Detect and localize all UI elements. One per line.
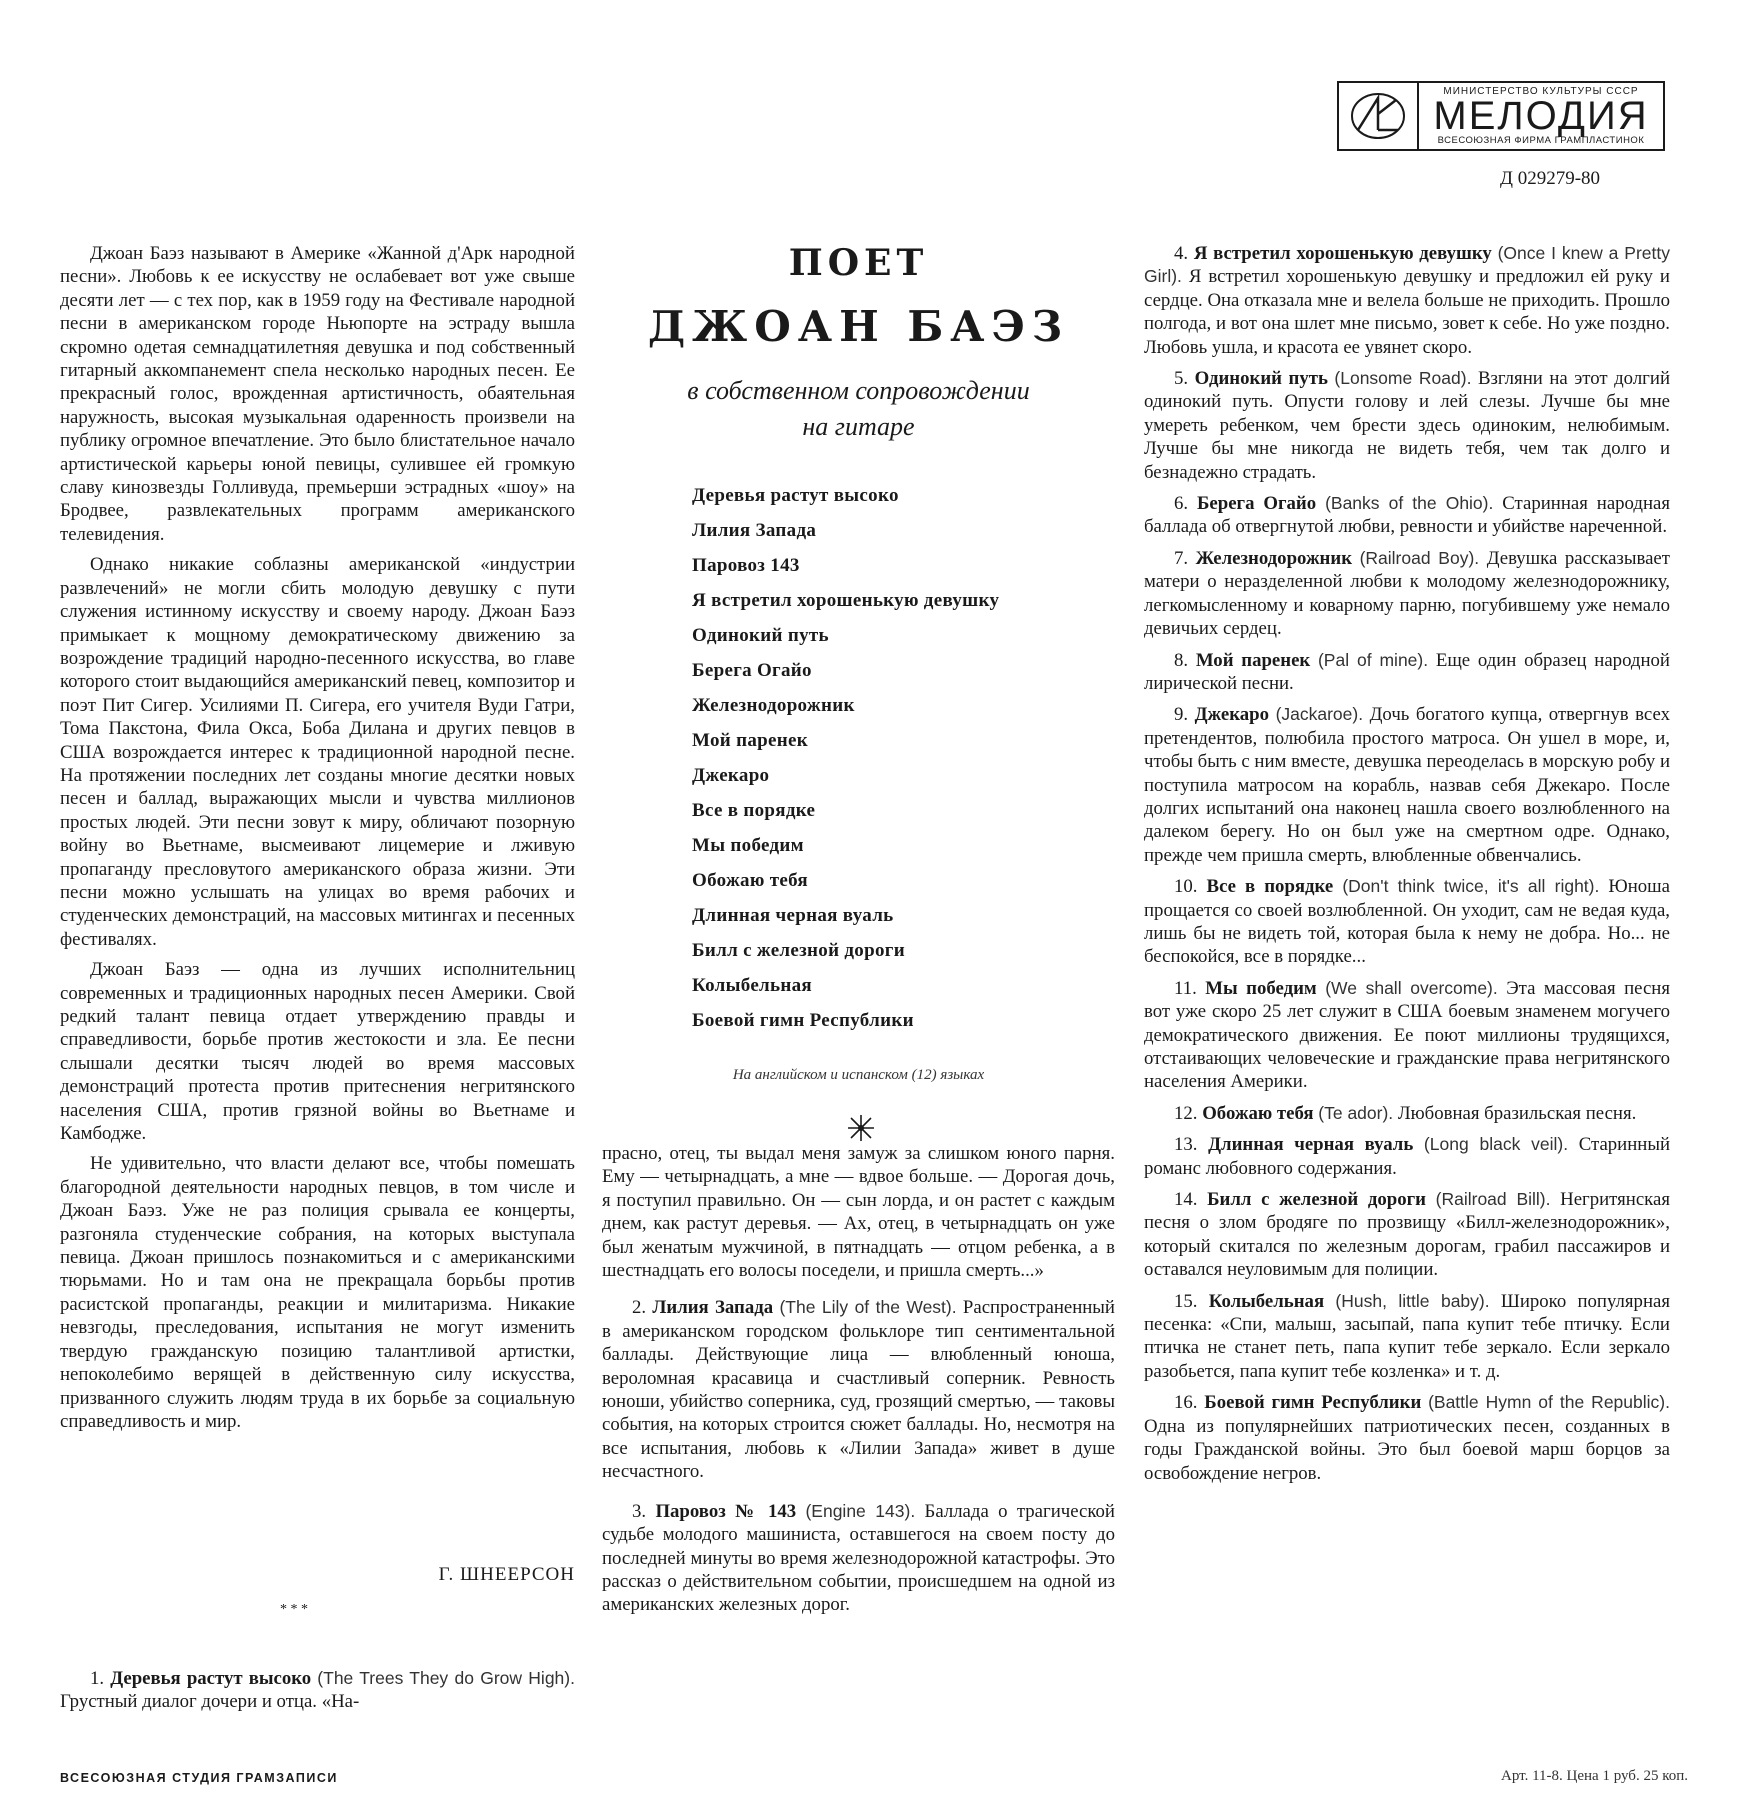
- track-list-item: Деревья растут высоко: [692, 485, 899, 506]
- studio-credit: ВСЕСОЮЗНАЯ СТУДИЯ ГРАМЗАПИСИ: [60, 1771, 338, 1785]
- track-note-title: Паровоз № 143: [655, 1500, 797, 1522]
- track-note-title: Берега Огайо: [1197, 493, 1317, 515]
- track-note-text: Взгляни на этот долгий одинокий путь. Опусти голову и лей слезы. Лучше бы мне умереть ребенком, чем брести здесь одиноким, нелюбимым. Лучше бы мне никогда не видеть тебя, чем так долго и безнадежно страдать.: [1144, 368, 1670, 483]
- melodiya-emblem-icon: [1339, 83, 1419, 149]
- essay-paragraph-4: Не удивительно, что власти делают все, чтобы помешать благородной деятельности народных певцов, в том числе и Джоан Баэз. Уже не раз полиция срывала ее концерты, разгоняла студенческие собрания, на которых выступала певица. Джоан пришлось познакомиться и с американскими тюрьмами. Но и там она не прекращала борьбы против расистской пропаганды, реакции и милитаризма. Никакие невзгоды, преследования, испытания не могут изменить твердую гражданскую позицию талантливой артистки, непоколебимо верящей в действенную силу искусства, призванного служить людям труда в их борьбе за социальную справедливость и мир.: [60, 1153, 575, 1432]
- track-note-text: Старинный романс любовного содержания.: [1144, 1134, 1670, 1179]
- track-note-text: Старинная народная баллада об отвергнутой любви, ревности и убийстве нареченной.: [1144, 493, 1670, 538]
- track-note-3: 3. Паровоз № 143 (Engine 143). Баллада о трагической судьбе молодого машиниста, оставшегося на своем посту до последней минуты во время железнодорожной катастрофы. Это рассказ о действительном событии, происшедшем на одной из американских железных дорог.: [602, 1500, 1115, 1616]
- track-list-item: Боевой гимн Республики: [692, 1010, 914, 1031]
- track-list-item: Мы победим: [692, 835, 804, 856]
- essay-paragraph-3: Джоан Баэз — одна из лучших исполнительниц современных и традиционных народных песен Америки. Свой редкий талант певица отдает утверждению правды и справедливости, борьбе против жестокости и зла. Ее песни слышали десятки тысяч людей во время массовых демонстраций протеста против притеснения негритянского населения США, против грязной войны во Вьетнаме и Камбодже.: [60, 959, 575, 1145]
- logo-brand-name: МЕЛОДИЯ: [1433, 94, 1649, 138]
- languages-note: На английском и испанском (12) языках: [732, 1067, 985, 1083]
- track-note-english: (We shall overcome).: [1325, 977, 1498, 998]
- track-list-item: Билл с железной дороги: [692, 940, 905, 961]
- catalog-number: Д 029279-80: [1500, 168, 1601, 189]
- track-note-10: 10. Все в порядке (Don't think twice, it's all right). Юноша прощается со своей возлюбленной. Он уходит, сам не ведая куда, лишь бы не видеть той, которая была к нему не добра. Но... не беспокойся, все в порядке...: [1144, 876, 1670, 968]
- track-note-title: Боевой гимн Республики: [1204, 1392, 1422, 1414]
- section-stars: * * *: [280, 1602, 308, 1617]
- track-note-title: Деревья растут высоко: [110, 1668, 312, 1689]
- track-note-title: Билл с железной дороги: [1207, 1189, 1426, 1211]
- track-note-11: 11. Мы победим (We shall overcome). Эта массовая песня вот уже скоро 25 лет служит в США боевым знаменем могучего демократического движения. Ее поют миллионы трудящихся, отстаивающих человеческие и гражданские права негритянского населения Америки.: [1144, 977, 1670, 1093]
- track-note-english: (Pal of mine).: [1317, 649, 1429, 670]
- track-note-english: (Railroad Boy).: [1359, 547, 1480, 568]
- author-signature: Г. ШНЕЕРСОН: [438, 1564, 575, 1585]
- essay-paragraph-1: Джоан Баэз называют в Америке «Жанной д'Арк народной песни». Любовь к ее искусству не ослабевает вот уже свыше десяти лет — с тех пор, как в 1959 году на Фестивале народной песни в американском городе Ньюпорте на эстраду вышла скромно одетая семнадцатилетняя девушка и под собственный гитарный аккомпанемент спела несколько народных песен. Ее прекрасный голос, врожденная артистичность, обаятельная наружность, высокая музыкальная одаренность произвели на публику огромное впечатление. Это было блистательное начало артистической карьеры юной певицы, сулившее ей громкую славу кинозвезды Голливуда, премьерши эстрадных «шоу» на Бродвее, развлекательных программ американского телевидения.: [60, 243, 575, 545]
- track-list-item: Мой паренек: [692, 730, 808, 751]
- track-note-english: (Battle Hymn of the Republic).: [1428, 1392, 1670, 1413]
- track-note-text: Распространенный в американском городском фольклоре тип сентиментальной баллады. Действующие лица — влюбленный юноша, вероломная красавица и счастливый соперник. Ревность юноши, убийство соперника, суд, грозящий смертью, — таковы события, на которых строится сюжет баллады. Но, несмотря на все испытания, любовь к «Лилии Запада» живет в душе несчастного.: [602, 1297, 1115, 1483]
- essay-paragraph-2: Однако никакие соблазны американской «индустрии развлечений» не могли сбить молодую девушку с пути служения истинному искусству и своему народу. Джоан Баэз примыкает к мощному демократическому движению за возрождение традиций народно-песенного искусства, во главе которого стоит выдающийся американский певец, композитор и поэт Пит Сигер. Усилиями П. Сигера, его учителя Вуди Гатри, Тома Пакстона, Фила Окса, Боба Дилана и других певцов в США возрождается интерес к традиционной народной песне. На протяжении последних лет созданы многие десятки новых песен и баллад, выражающих мысли и чувства миллионов простых людей. Эти песни зовут к миру, обличают позорную войну во Вьетнаме, высмеивают лицемерие и лживую пропаганду пресловутого американского образа жизни. Эти песни можно услышать на улицах во время рабочих и студенческих демонстраций, на массовых митингах и песенных фестивалях.: [60, 554, 575, 950]
- track-list-item: Все в порядке: [692, 800, 816, 821]
- track-note-13: 13. Длинная черная вуаль (Long black veil). Старинный романс любовного содержания.: [1144, 1134, 1670, 1179]
- artist-name: ДЖОАН БАЭЗ: [647, 302, 1070, 351]
- track-note-9: 9. Джекаро (Jackaroe). Дочь богатого купца, отвергнув всех претендентов, полюбила простого матроса. Он ушел в море, и, чтобы быть с ним вместе, девушка переоделась в морскую робу и поступила матросом на корабль, назвав себя Джекаро. После долгих испытаний она наконец нашла своего возлюбленного на далеком берегу. Но он был уже на смертном одре. Однако, прежде чем пришла смерть, влюбленные обвенчались.: [1144, 704, 1670, 866]
- track-list: [692, 478, 999, 1038]
- track-note-text: Одна из популярнейших патриотических песен, созданных в годы Гражданской войны. Это был боевой марш борцов за освобождение негров.: [1144, 1415, 1670, 1484]
- track-list-item: Колыбельная: [692, 975, 812, 996]
- essay-column: [60, 242, 575, 1440]
- track-list-item: Обожаю тебя: [692, 870, 808, 891]
- track-note-title: Железнодорожник: [1195, 547, 1353, 569]
- track-note-text: Девушка рассказывает матери о неразделенной любви к молодому железнодорожнику, легкомысленному и коварному парню, погубившему уже немало девичьих сердец.: [1144, 547, 1670, 640]
- track-note-title: Колыбельная: [1208, 1290, 1325, 1312]
- track-note-title: Лилия Запада: [652, 1297, 774, 1319]
- track-note-english: (Railroad Bill).: [1435, 1189, 1551, 1210]
- notes-middle-column: [602, 1142, 1115, 1633]
- track-note-8: 8. Мой паренек (Pal of mine). Еще один образец народной лирической песни.: [1144, 649, 1670, 694]
- track-note-english: (Don't think twice, it's all right).: [1342, 876, 1600, 897]
- logo-ministry-text: МИНИСТЕРСТВО КУЛЬТУРЫ СССР: [1443, 86, 1639, 97]
- track-note-title: Все в порядке: [1206, 876, 1334, 898]
- track-note-1: 1. Деревья растут высоко (The Trees They do Grow High). Грустный диалог дочери и отца. «На-: [60, 1668, 575, 1713]
- track-list-item: Паровоз 143: [692, 555, 800, 576]
- track-note-5: 5. Одинокий путь (Lonsome Road). Взгляни на этот долгий одинокий путь. Опусти голову и лей слезы. Лучше бы мне умереть ребенком, чем брести здесь одиноким, нелюбимым. Лучше бы мне никогда не видеть тебя, чем так долго и безнадежно страдать.: [1144, 368, 1670, 483]
- title-line-1: ПОЕТ: [788, 242, 929, 284]
- track-note-14: 14. Билл с железной дороги (Railroad Bill). Негритянская песня о злом бродяге по прозвищу «Билл-железнодорожник», который скитался по железным дорогам, грабил пассажиров и оставался неуловимым для полиции.: [1144, 1189, 1670, 1281]
- track-note-english: (Long black veil).: [1423, 1134, 1569, 1155]
- melodiya-logo: [1337, 81, 1665, 151]
- track-note-title: Я встретил хорошенькую девушку: [1193, 243, 1492, 264]
- track-note-title: Длинная черная вуаль: [1208, 1134, 1414, 1156]
- track-note-title: Одинокий путь: [1194, 368, 1328, 390]
- track-note-title: Мы победим: [1205, 977, 1317, 999]
- track-list-item: Одинокий путь: [692, 625, 829, 646]
- track-note-text: Любовная бразильская песня.: [1397, 1102, 1637, 1124]
- track-note-15: 15. Колыбельная (Hush, little baby). Широко популярная песенка: «Спи, малыш, засыпай, папа купит тебе птичку. Если птичка не станет петь, папа купит тебе зеркало. Если зеркало разобьется, папа купит тебе козленка» и т. д.: [1144, 1290, 1670, 1382]
- price-info: Арт. 11-8. Цена 1 руб. 25 коп.: [1501, 1768, 1688, 1784]
- track-note-1-continuation: прасно, отец, ты выдал меня замуж за слишком юного парня. Ему — четырнадцать, а мне — вдвое больше. — Дорогая дочь, я поступил правильно. Он — сын лорда, и он растет с каждым днем, как растут деревья. — Ах, отец, в четырнадцать он уже был женатым мужчиной, в пятнадцать — отцом ребенка, а в шестнадцать его волосы поседели, и пришла смерть...»: [602, 1143, 1115, 1282]
- mid-notes: [602, 1296, 1115, 1616]
- album-title-block: [602, 232, 1115, 445]
- track-note-english: (Hush, little baby).: [1335, 1290, 1490, 1311]
- track-note-title: Обожаю тебя: [1202, 1102, 1314, 1124]
- track-note-english: (The Lily of the West).: [779, 1297, 957, 1318]
- track-list-item: Железнодорожник: [692, 695, 855, 716]
- track-note-title: Джекаро: [1194, 704, 1270, 726]
- track-note-12: 12. Обожаю тебя (Te ador). Любовная бразильская песня.: [1174, 1102, 1637, 1124]
- track-note-text: Баллада о трагической судьбе молодого машиниста, оставшегося на своем посту до последней минуты во время железнодорожной катастрофы. Это рассказ о действительном событии, происшедшем на одной из американских железных дорог.: [602, 1500, 1115, 1616]
- track-list-item: Джекаро: [692, 765, 770, 786]
- track-note-text: Юноша прощается со своей возлюбленной. Он уходит, сам не ведая куда, лишь бы не видеть той, которая была к нему не добра. Но... не беспокойся, все в порядке...: [1144, 876, 1670, 968]
- track-note-english: (The Trees They do Grow High).: [317, 1668, 575, 1688]
- track-note-text: Я встретил хорошенькую девушку и предложил ей руку и сердце. Она отказала мне и велела больше не приходить. Прошло полгода, и вот она шлет мне письмо, зовет к себе. Но уже поздно. Любовь ушла, и красота ее увянет скоро.: [1144, 266, 1670, 358]
- track-note-text: Негритянская песня о злом бродяге по прозвищу «Билл-железнодорожник», который скитался по железным дорогам, грабил пассажиров и оставался неуловимым для полиции.: [1144, 1189, 1670, 1281]
- track-note-text: Еще один образец народной лирической песни.: [1144, 649, 1670, 694]
- track-note-english: (Banks of the Ohio).: [1325, 493, 1494, 514]
- track-note-2: 2. Лилия Запада (The Lily of the West). Распространенный в американском городском фольклоре тип сентиментальной баллады. Действующие лица — влюбленный юноша, вероломная красавица и счастливый соперник. Ревность юноши, убийство соперника, суд, грозящий смертью, — таковы события, на которых строится сюжет баллады. Но, несмотря на все испытания, любовь к «Лилии Запада» живет в душе несчастного.: [602, 1297, 1115, 1483]
- track-note-english: (Engine 143).: [805, 1500, 916, 1521]
- track-note-english: (Jackaroe).: [1275, 704, 1364, 725]
- track-note-4: 4. Я встретил хорошенькую девушку (Once I knew a Pretty Girl). Я встретил хорошенькую девушку и предложил ей руку и сердце. Она отказала мне и велела больше не приходить. Прошло полгода, и вот она шлет мне письмо, зовет к себе. Но уже поздно. Любовь ушла, и красота ее увянет скоро.: [1144, 243, 1671, 358]
- logo-firm-text: ВСЕСОЮЗНАЯ ФИРМА ГРАМПЛАСТИНОК: [1437, 135, 1645, 146]
- track-note-7: 7. Железнодорожник (Railroad Boy). Девушка рассказывает матери о неразделенной любви к молодому железнодорожнику, легкомысленному и коварному парню, погубившему уже немало девичьих сердец.: [1144, 547, 1670, 640]
- track-note-6: 6. Берега Огайо (Banks of the Ohio). Старинная народная баллада об отвергнутой любви, ревности и убийстве нареченной.: [1144, 493, 1670, 538]
- album-subtitle: в собственном сопровождении на гитаре: [687, 376, 1030, 441]
- track-list-item: Длинная черная вуаль: [692, 905, 894, 926]
- track-note-16: 16. Боевой гимн Республики (Battle Hymn of the Republic). Одна из популярнейших патриотических песен, созданных в годы Гражданской войны. Это был боевой марш борцов за освобождение негров.: [1144, 1392, 1670, 1484]
- track-note-text: Широко популярная песенка: «Спи, малыш, засыпай, папа купит тебе птичку. Если птичка не станет петь, папа купит тебе зеркало. Если зеркало разобьется, папа купит тебе козленка» и т. д.: [1144, 1290, 1670, 1382]
- track-list-item: Лилия Запада: [692, 520, 817, 541]
- track-note-text: Дочь богатого купца, отвергнув всех претендентов, полюбила простого матроса. Он ушел в море, и, чтобы быть с ним вместе, девушка переоделась в морскую робу и поступила матросом на корабль, назвав себя Джекаро. После долгих испытаний она наконец нашла своего возлюбленного на далеком берегу. Но он был уже на смертном одре. Однако, прежде чем пришла смерть, влюбленные обвенчались.: [1144, 704, 1670, 866]
- track-note-english: (Once I knew a Pretty Girl).: [1144, 243, 1671, 287]
- track-note-text: Эта массовая песня вот уже скоро 25 лет служит в США боевым знаменем могучего демократического движения. Ее поют миллионы трудящихся, отстаивающих человеческие и гражданские права негритянского населения Америки.: [1144, 977, 1670, 1093]
- track-list-item: Я встретил хорошенькую девушку: [692, 590, 1000, 611]
- ornament-icon: [846, 1113, 876, 1143]
- notes-right-column: [1144, 242, 1670, 1493]
- track-note-title: Мой паренек: [1195, 649, 1311, 671]
- track-note-english: (Lonsome Road).: [1334, 368, 1472, 389]
- track-list-item: Берега Огайо: [692, 660, 812, 681]
- track-note-english: (Te ador).: [1318, 1102, 1394, 1123]
